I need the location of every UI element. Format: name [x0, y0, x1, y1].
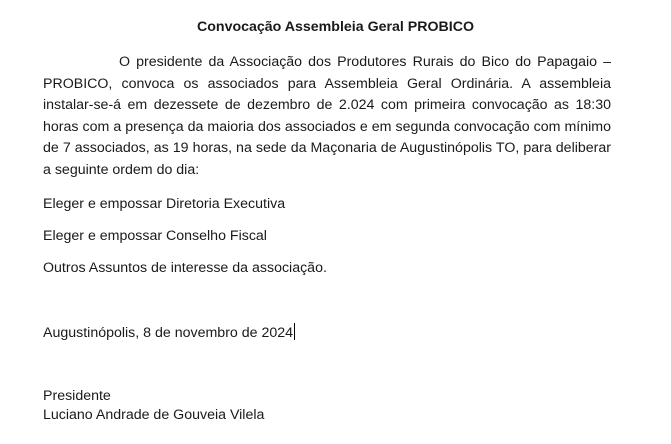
agenda-item-1: Eleger e empossar Diretoria Executiva: [43, 196, 286, 212]
document-title: Convocação Assembleia Geral PROBICO: [196, 19, 475, 35]
signature-name: Luciano Andrade de Gouveia Vilela: [43, 407, 265, 423]
place-date-text: Augustinópolis, 8 de novembro de 2024: [43, 325, 294, 341]
convocation-paragraph: O presidente da Associação dos Produtores Rurais do Bico do Papagaio – PROBICO, convoca os associados para Assembleia Geral Ordinária. A assembleia instalar-se-á em dezessete de dezembro de 2.024 com primeira convocação as 18:30 horas com a presença da maioria dos associados e em segunda convocação com mínimo de 7 associados, as 19 horas, na sede da Maçonaria de Augustinópolis TO, para deliberar a seguinte ordem do dia:: [43, 54, 611, 178]
place-date-line[interactable]: [43, 323, 295, 343]
text-cursor: [294, 323, 295, 340]
agenda-item-3: Outros Assuntos de interesse da associação.: [43, 260, 327, 276]
signature-role: Presidente: [43, 388, 111, 404]
agenda-item-2: Eleger e empossar Conselho Fiscal: [43, 228, 267, 244]
